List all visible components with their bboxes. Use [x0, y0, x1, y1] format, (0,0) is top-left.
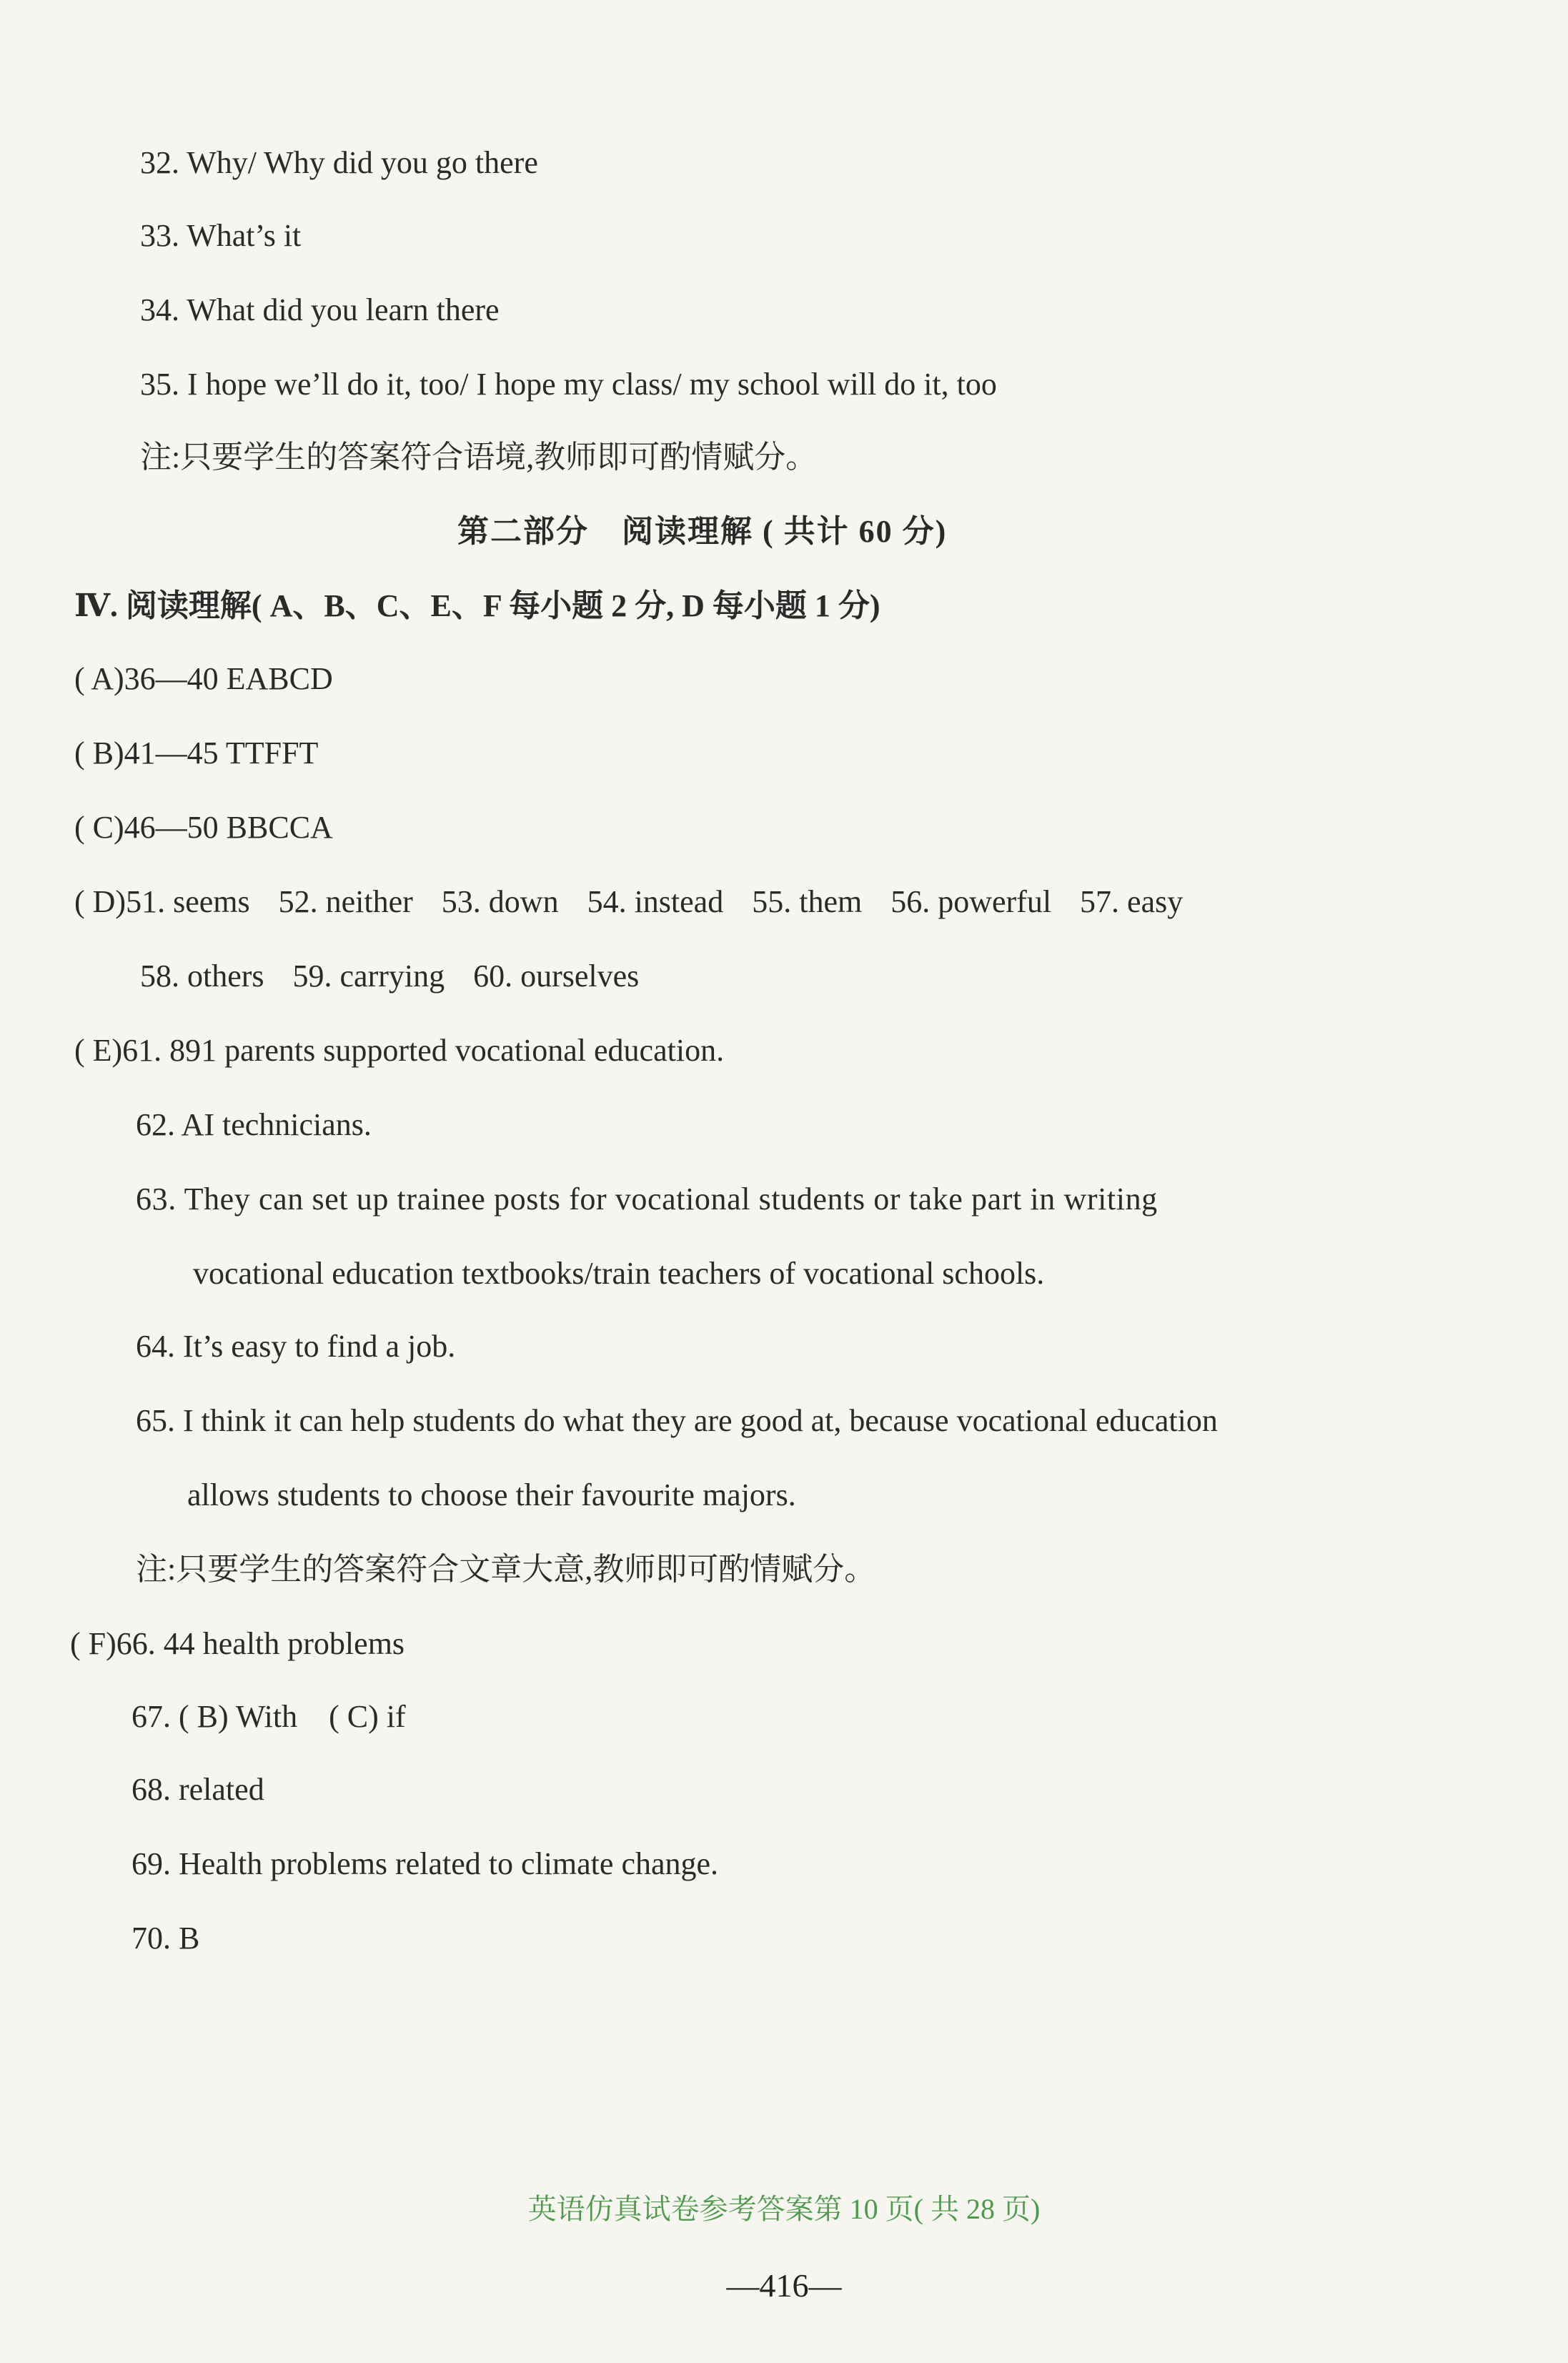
- d-item: 55. them: [752, 884, 863, 919]
- part2-title: 第二部分 阅读理解 ( 共计 60 分): [457, 514, 948, 549]
- d-item: 59. carrying: [292, 958, 445, 994]
- answer-d-row1: [74, 882, 1183, 922]
- answer-64: 64. It’s easy to find a job.: [136, 1329, 456, 1364]
- answer-68: 68. related: [132, 1772, 264, 1807]
- answer-65-line1: 65. I think it can help students do what they are good at, because vocational education: [136, 1403, 1218, 1438]
- section-iv-heading: Ⅳ. 阅读理解( A、B、C、E、F 每小题 2 分, D 每小题 1 分): [74, 588, 880, 623]
- note-1: 注:只要学生的答案符合语境,教师即可酌情赋分。: [140, 440, 818, 475]
- answer-61: ( E)61. 891 parents supported vocational education.: [74, 1033, 725, 1068]
- answer-67: 67. ( B) With ( C) if: [132, 1699, 406, 1734]
- answer-35: 35. I hope we’ll do it, too/ I hope my class/ my school will do it, too: [140, 367, 997, 402]
- answer-d-row2: [140, 956, 639, 996]
- answer-34: 34. What did you learn there: [140, 292, 500, 327]
- d-item: 51. seems: [126, 884, 250, 919]
- answer-a: ( A)36—40 EABCD: [74, 661, 333, 696]
- d-item: 56. powerful: [890, 884, 1052, 919]
- answer-70: 70. B: [132, 1921, 200, 1956]
- answer-32: 32. Why/ Why did you go there: [140, 145, 538, 180]
- footer-caption: 英语仿真试卷参考答案第 10 页( 共 28 页): [527, 2193, 1041, 2225]
- d-item: 54. instead: [587, 884, 724, 919]
- answer-63-line1: 63. They can set up trainee posts for vocational students or take part in writing: [136, 1182, 1158, 1217]
- answer-d-prefix: ( D): [74, 884, 126, 919]
- answer-65-line2: allows students to choose their favourite majors.: [187, 1477, 796, 1512]
- answer-66: ( F)66. 44 health problems: [70, 1626, 405, 1661]
- d-item: 60. ourselves: [473, 958, 640, 994]
- answer-c: ( C)46—50 BBCCA: [74, 810, 333, 845]
- answer-62: 62. AI technicians.: [136, 1107, 372, 1142]
- answer-69: 69. Health problems related to climate change.: [132, 1846, 719, 1881]
- answer-b: ( B)41—45 TTFFT: [74, 735, 319, 771]
- page-number: —416—: [726, 2267, 842, 2304]
- d-item: 58. others: [140, 958, 264, 994]
- d-item: 53. down: [441, 884, 559, 919]
- d-item: 52. neither: [278, 884, 413, 919]
- d-item: 57. easy: [1080, 884, 1184, 919]
- answer-63-line2: vocational education textbooks/train teachers of vocational schools.: [193, 1256, 1045, 1291]
- answer-33: 33. What’s it: [140, 218, 302, 253]
- note-2: 注:只要学生的答案符合文章大意,教师即可酌情赋分。: [136, 1552, 876, 1587]
